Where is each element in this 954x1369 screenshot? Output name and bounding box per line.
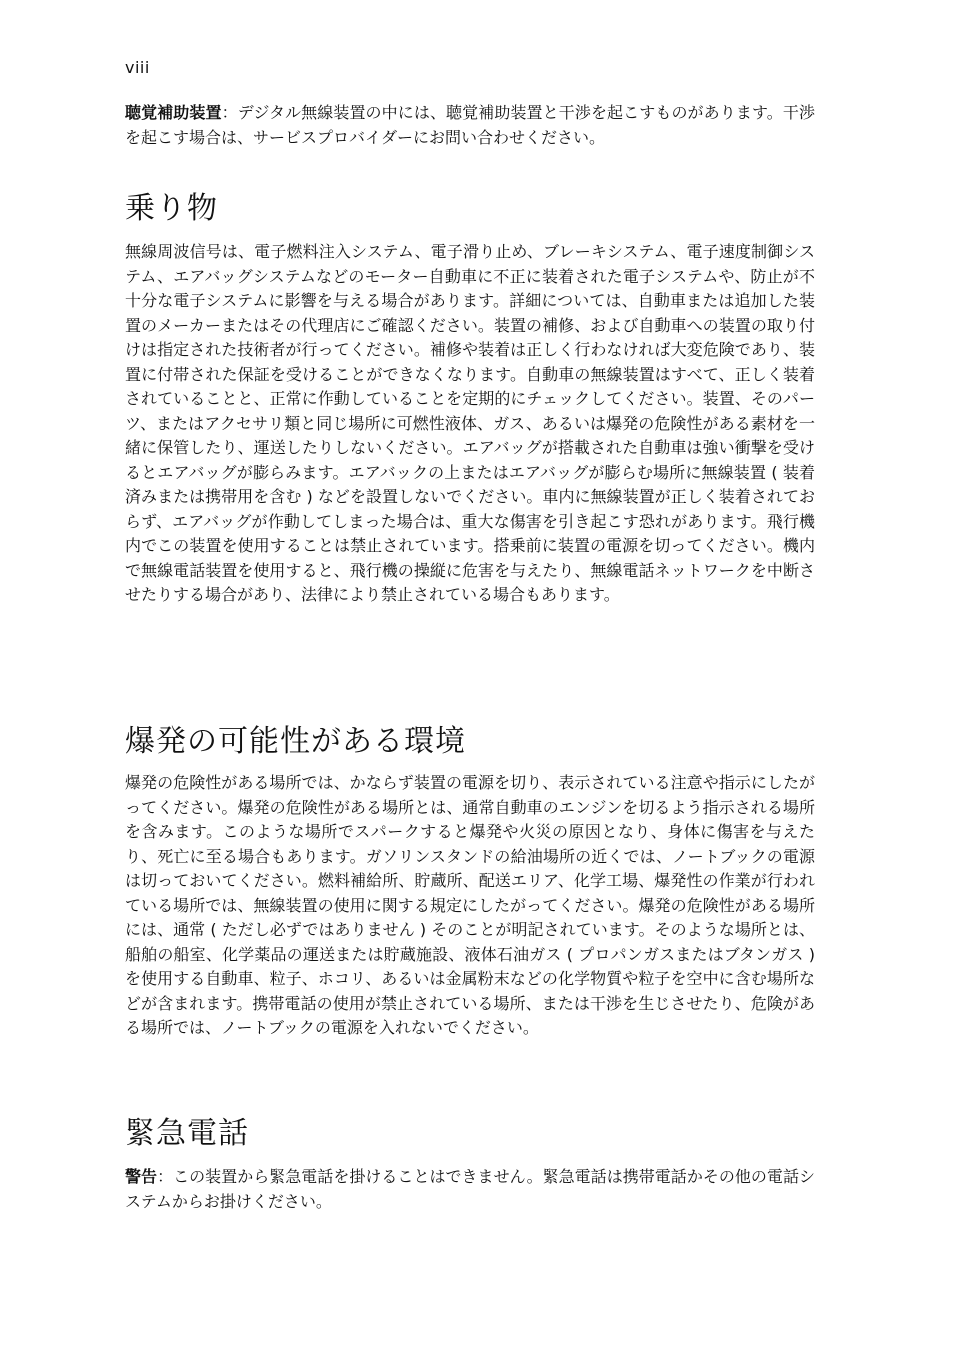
section-title-vehicles: 乗り物 [125, 191, 218, 226]
page-number: viii [125, 58, 150, 77]
hearing-aid-label: 聴覚補助装置 [125, 103, 222, 122]
section-body-emergency-calls [125, 1165, 815, 1214]
emergency-warning-separator: ： [157, 1167, 174, 1186]
explosive-paragraph: 爆発の危険性がある場所では、かならず装置の電源を切り、表示されている注意や指示にしたがってください。爆発の危険性がある場所とは、通常自動車のエンジンを切るよう指示される場所を含みます。このような場所でスパークすると爆発や火災の原因となり、身体に傷害を与えたり、死亡に至る場合もあります。ガソリンスタンドの給油場所の近くでは、ノートブックの電源は切っておいてください。燃料補給所、貯蔵所、配送エリア、化学工場、爆発性の作業が行われている場所では、無線装置の使用に関する規定にしたがってください。爆発の危険性がある場所には、通常 ( ただし必ずではありません ) そのことが明記されています。そのような場所とは、船舶の船室、化学薬品の運送または貯蔵施設、液体石油ガス ( プロパンガスまたはブタンガス ) を使用する自動車、粒子、ホコリ、あるいは金属粉末などの化学物質や粒子を空中に含む場所などが含まれます。携帯電話の使用が禁止されている場所、または干渉を生じさせたり、危険がある場所では、ノートブックの電源を入れないでください。 [125, 773, 815, 1037]
emergency-warning-text: この装置から緊急電話を掛けることはできません。緊急電話は携帯電話かその他の電話システムからお掛けください。 [125, 1167, 815, 1211]
section-title-emergency-calls: 緊急電話 [125, 1116, 249, 1151]
section-body-explosive-environments [125, 771, 815, 1041]
section-title-explosive-environments: 爆発の可能性がある環境 [125, 724, 466, 759]
emergency-warning-label: 警告 [125, 1167, 158, 1186]
section-body-vehicles [125, 240, 815, 608]
hearing-aid-separator: ： [221, 103, 238, 122]
hearing-aid-text: デジタル無線装置の中には、聴覚補助装置と干渉を起こすものがあります。干渉を起こす場合は、サービスプロバイダーにお問い合わせください。 [125, 103, 815, 147]
vehicles-paragraph: 無線周波信号は、電子燃料注入システム、電子滑り止め、ブレーキシステム、電子速度制御システム、エアバッグシステムなどのモーター自動車に不正に装着された電子システムや、防止が不十分な電子システムに影響を与える場合があります。詳細については、自動車または追加した装置のメーカーまたはその代理店にご確認ください。装置の補修、および自動車への装置の取り付けは指定された技術者が行ってください。補修や装着は正しく行わなければ大変危険であり、装置に付帯された保証を受けることができなくなります。自動車の無線装置はすべて、正しく装着されていることと、正常に作動していることを定期的にチェックしてください。装置、そのパーツ、またはアクセサリ類と同じ場所に可燃性液体、ガス、あるいは爆発の危険性がある素材を一緒に保管したり、運送したりしないください。エアバッグが搭載された自動車は強い衝撃を受けるとエアバッグが膨らみます。エアバックの上またはエアバッグが膨らむ場所に無線装置 ( 装着済みまたは携帯用を含む ) などを設置しないでください。車内に無線装置が正しく装着されておらず、エアバッグが作動してしまった場合は、重大な傷害を引き起こす恐れがあります。飛行機内でこの装置を使用することは禁止されています。搭乗前に装置の電源を切ってください。機内で無線電話装置を使用すると、飛行機の操縦に危害を与えたり、無線電話ネットワークを中断させたりする場合があり、法律により禁止されている場合もあります。 [125, 242, 815, 604]
hearing-aid-notice [125, 101, 815, 150]
